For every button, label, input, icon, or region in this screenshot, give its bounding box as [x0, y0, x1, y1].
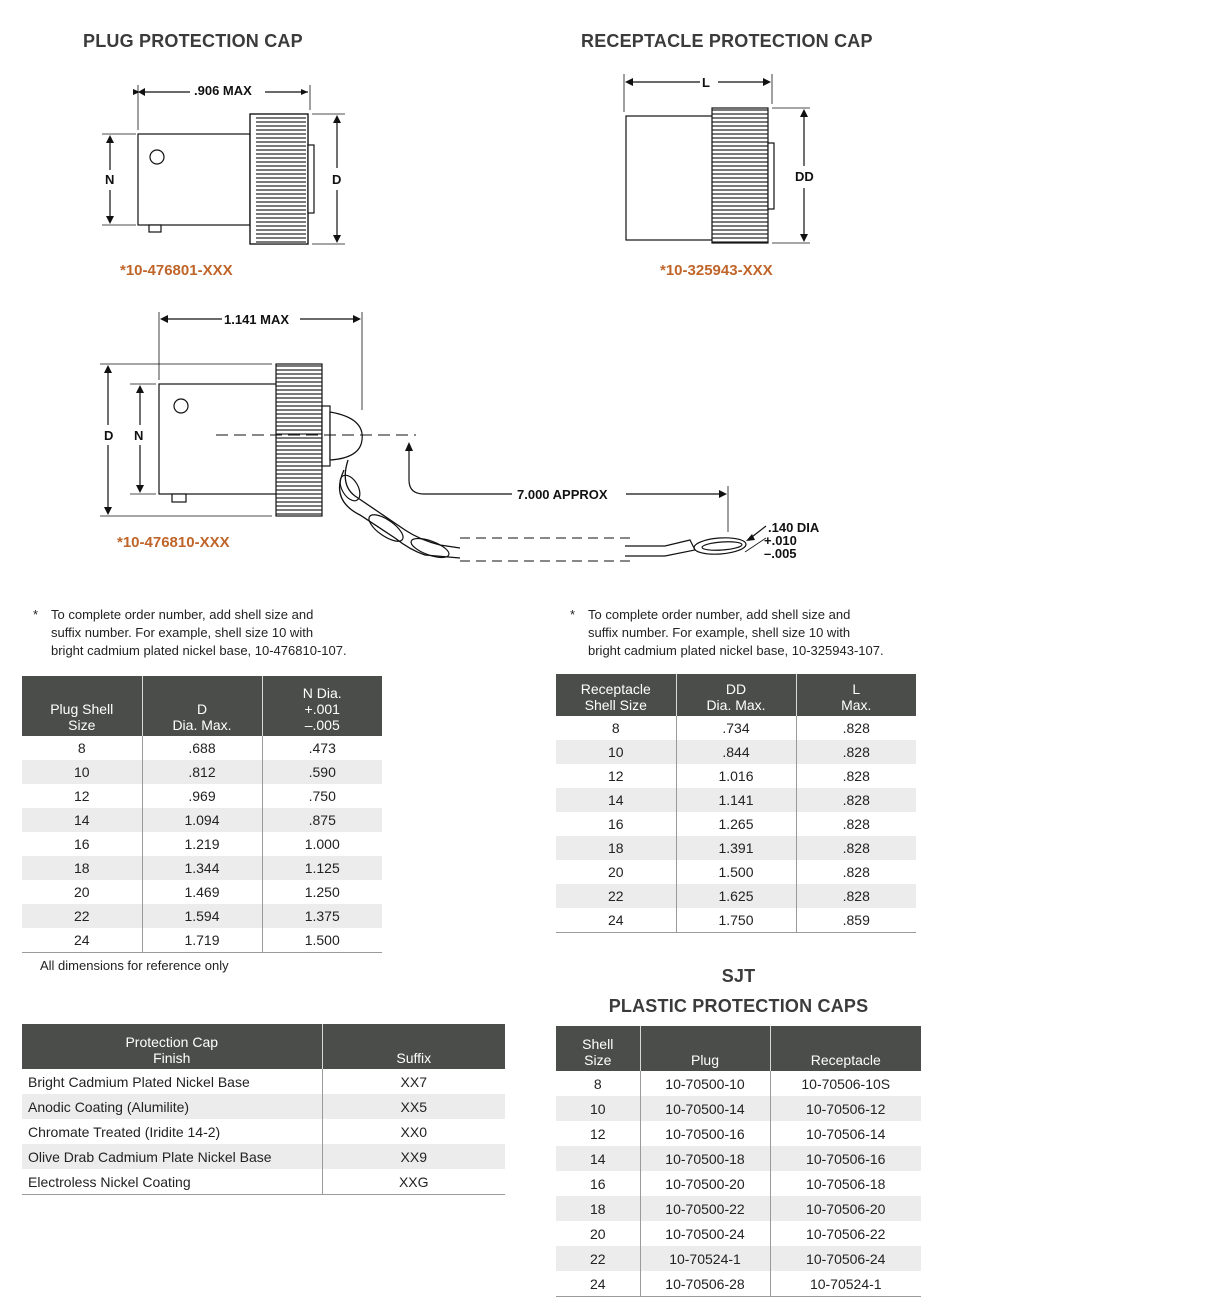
table-cell: 1.391: [676, 836, 796, 860]
table-cell: 1.500: [676, 860, 796, 884]
table-cell: Bright Cadmium Plated Nickel Base: [22, 1069, 322, 1094]
table-cell: 10-70500-24: [640, 1221, 770, 1246]
note-left-line: bright cadmium plated nickel base, 10-476810-107.: [51, 643, 347, 658]
table-cell: .590: [262, 760, 382, 784]
table-row: [556, 1221, 921, 1246]
table-cell: 1.500: [262, 928, 382, 953]
receptacle-dim-dd: DD: [795, 169, 814, 184]
table-row: [22, 880, 382, 904]
table-row: [556, 1246, 921, 1271]
table-cell: .828: [842, 864, 870, 880]
table-row: [22, 760, 382, 784]
plug-dim-n: N: [105, 172, 115, 187]
column-header: Suffix: [322, 1024, 505, 1069]
table-row: [22, 1094, 505, 1119]
table-cell: 16: [556, 812, 676, 836]
finish-table: [22, 1024, 505, 1195]
table-row: [556, 836, 916, 860]
table-cell: 10-70506-14: [806, 1125, 886, 1142]
table-cell: 20: [556, 860, 676, 884]
table-row: [22, 1119, 505, 1144]
table-row: [556, 908, 916, 933]
table-cell: 10-70506-12: [770, 1096, 921, 1121]
table-row: [556, 1121, 921, 1146]
table-row: [22, 736, 382, 760]
table-cell: .875: [262, 808, 382, 832]
table-cell: 16: [556, 1171, 640, 1196]
table-cell: 1.344: [142, 856, 262, 880]
table-cell: 18: [556, 1196, 640, 1221]
chain-dim-max: 1.141 MAX: [224, 312, 290, 327]
table-row: [556, 1146, 921, 1171]
note-left-line: suffix number. For example, shell size 10 with: [51, 625, 314, 640]
table-row: [22, 832, 382, 856]
sjt-title: SJT: [721, 966, 756, 986]
table-cell: 12: [556, 1121, 640, 1146]
table-cell: .969: [142, 784, 262, 808]
table-cell: 10: [22, 760, 142, 784]
table-cell: 22: [556, 884, 676, 908]
table-cell: XX9: [322, 1144, 505, 1169]
plug-table-footnote: All dimensions for reference only: [40, 958, 229, 973]
table-row: [22, 1169, 505, 1195]
chain-tol-minus: –.005: [764, 546, 797, 561]
table-cell: .859: [796, 908, 916, 933]
receptacle-shell-table: [556, 674, 916, 933]
table-cell: 24: [22, 928, 142, 953]
note-left: [33, 606, 347, 660]
table-cell: .828: [796, 788, 916, 812]
note-right: [570, 606, 884, 660]
table-cell: 1.250: [304, 884, 340, 900]
note-right-line: To complete order number, add shell size and: [588, 607, 851, 622]
table-cell: 1.265: [676, 812, 796, 836]
table-cell: 1.141: [676, 788, 796, 812]
table-cell: 1.016: [676, 764, 796, 788]
table-cell: 10-70506-20: [770, 1196, 921, 1221]
table-cell: 8: [556, 716, 676, 740]
table-cell: 24: [556, 908, 676, 933]
table-cell: 10-70500-10: [640, 1071, 770, 1096]
table-cell: .828: [796, 740, 916, 764]
table-cell: 18: [556, 836, 676, 860]
table-cell: 14: [556, 788, 676, 812]
table-cell: .844: [676, 740, 796, 764]
table-cell: .750: [308, 788, 336, 804]
chain-dim-approx: 7.000 APPROX: [517, 487, 608, 502]
table-row: [556, 1271, 921, 1297]
table-cell: 14: [556, 1146, 640, 1171]
table-row: [556, 884, 916, 908]
receptacle-cap-drawing: [560, 0, 880, 300]
column-header: Receptacle Shell Size: [556, 674, 676, 716]
table-cell: 1.594: [142, 904, 262, 928]
table-cell: 16: [22, 832, 142, 856]
column-header: Receptacle: [770, 1026, 921, 1071]
table-cell: 14: [22, 808, 142, 832]
column-header: Plug Shell Size: [22, 676, 142, 736]
chain-tol-plus: +.010: [764, 533, 797, 548]
table-cell: 1.750: [676, 908, 796, 933]
table-row: [556, 1196, 921, 1221]
table-cell: Chromate Treated (Iridite 14-2): [22, 1119, 322, 1144]
table-cell: .688: [142, 736, 262, 760]
column-header: DD Dia. Max.: [676, 674, 796, 716]
table-cell: 12: [556, 764, 676, 788]
table-cell: .812: [142, 760, 262, 784]
table-row: [556, 716, 916, 740]
table-cell: 10-70506-22: [806, 1225, 886, 1242]
table-cell: 10-70500-14: [640, 1096, 770, 1121]
table-cell: 10-70506-28: [640, 1271, 770, 1297]
note-right-line: suffix number. For example, shell size 10 with: [588, 625, 851, 640]
receptacle-cap-title: RECEPTACLE PROTECTION CAP: [581, 31, 873, 51]
table-cell: 10-70500-22: [640, 1196, 770, 1221]
table-cell: 8: [556, 1071, 640, 1096]
plug-part-number: *10-476801-XXX: [120, 262, 233, 279]
chain-dim-n: N: [134, 428, 144, 443]
table-cell: 1.375: [262, 904, 382, 928]
table-cell: Anodic Coating (Alumilite): [22, 1094, 322, 1119]
table-row: [556, 812, 916, 836]
table-cell: 22: [22, 904, 142, 928]
table-cell: .734: [676, 716, 796, 740]
table-cell: 10: [556, 1096, 640, 1121]
table-cell: .828: [842, 768, 870, 784]
plug-cap-drawing: [0, 0, 560, 300]
table-row: [556, 860, 916, 884]
sjt-subtitle: PLASTIC PROTECTION CAPS: [608, 996, 869, 1016]
table-cell: 8: [22, 736, 142, 760]
table-cell: .473: [308, 740, 336, 756]
sjt-table: [556, 1026, 921, 1297]
table-row: [22, 1069, 505, 1094]
column-header: L Max.: [796, 674, 916, 716]
plug-dim-max: .906 MAX: [194, 83, 252, 98]
table-cell: Olive Drab Cadmium Plate Nickel Base: [22, 1144, 322, 1169]
table-cell: 1.719: [142, 928, 262, 953]
plug-dim-d: D: [332, 172, 342, 187]
note-left-star: *: [33, 607, 39, 622]
table-row: [22, 904, 382, 928]
table-cell: Electroless Nickel Coating: [22, 1169, 322, 1195]
table-row: [22, 928, 382, 953]
table-cell: XXG: [322, 1169, 505, 1195]
table-cell: 10-70506-10S: [801, 1075, 891, 1092]
column-header: N Dia. +.001 –.005: [262, 676, 382, 736]
table-row: [556, 788, 916, 812]
plug-cap-title: PLUG PROTECTION CAP: [83, 31, 303, 51]
note-right-star: *: [570, 607, 576, 622]
table-cell: 1.000: [304, 836, 340, 852]
table-cell: 20: [556, 1221, 640, 1246]
table-cell: XX5: [322, 1094, 505, 1119]
chain-dim-d: D: [104, 428, 114, 443]
column-header: Protection Cap Finish: [22, 1024, 322, 1069]
table-row: [22, 856, 382, 880]
table-cell: 10-70506-16: [770, 1146, 921, 1171]
table-cell: 10-70500-18: [640, 1146, 770, 1171]
table-row: [556, 1071, 921, 1096]
table-row: [556, 740, 916, 764]
plug-shell-table: [22, 676, 382, 953]
chain-part-number: *10-476810-XXX: [117, 534, 230, 551]
note-left-line: To complete order number, add shell size and: [51, 607, 314, 622]
table-cell: 1.469: [142, 880, 262, 904]
table-row: [556, 1096, 921, 1121]
table-row: [22, 1144, 505, 1169]
column-header: Shell Size: [556, 1026, 640, 1071]
table-cell: 1.125: [262, 856, 382, 880]
table-cell: .828: [796, 884, 916, 908]
table-cell: 1.094: [142, 808, 262, 832]
table-row: [22, 808, 382, 832]
table-row: [556, 764, 916, 788]
receptacle-part-number: *10-325943-XXX: [660, 262, 773, 279]
table-cell: .828: [842, 816, 870, 832]
table-cell: 10-70506-24: [770, 1246, 921, 1271]
note-right-line: bright cadmium plated nickel base, 10-325943-107.: [588, 643, 884, 658]
table-cell: 12: [22, 784, 142, 808]
receptacle-dim-l: L: [702, 75, 710, 90]
column-header: D Dia. Max.: [142, 676, 262, 736]
table-cell: 10-70500-20: [640, 1171, 770, 1196]
table-cell: 24: [556, 1271, 640, 1297]
table-row: [22, 784, 382, 808]
table-cell: XX0: [400, 1123, 427, 1140]
table-cell: 1.219: [142, 832, 262, 856]
table-cell: 10: [556, 740, 676, 764]
table-cell: 10-70506-18: [806, 1175, 886, 1192]
table-cell: 10-70524-1: [640, 1246, 770, 1271]
table-cell: 10-70524-1: [770, 1271, 921, 1297]
table-cell: 10-70500-16: [640, 1121, 770, 1146]
chain-dia: .140 DIA: [768, 520, 820, 535]
table-cell: 22: [556, 1246, 640, 1271]
table-cell: 18: [22, 856, 142, 880]
table-cell: 1.625: [676, 884, 796, 908]
table-row: [556, 1171, 921, 1196]
table-cell: 20: [22, 880, 142, 904]
table-cell: .828: [796, 836, 916, 860]
table-cell: XX7: [400, 1073, 427, 1090]
column-header: Plug: [640, 1026, 770, 1071]
table-cell: .828: [842, 720, 870, 736]
